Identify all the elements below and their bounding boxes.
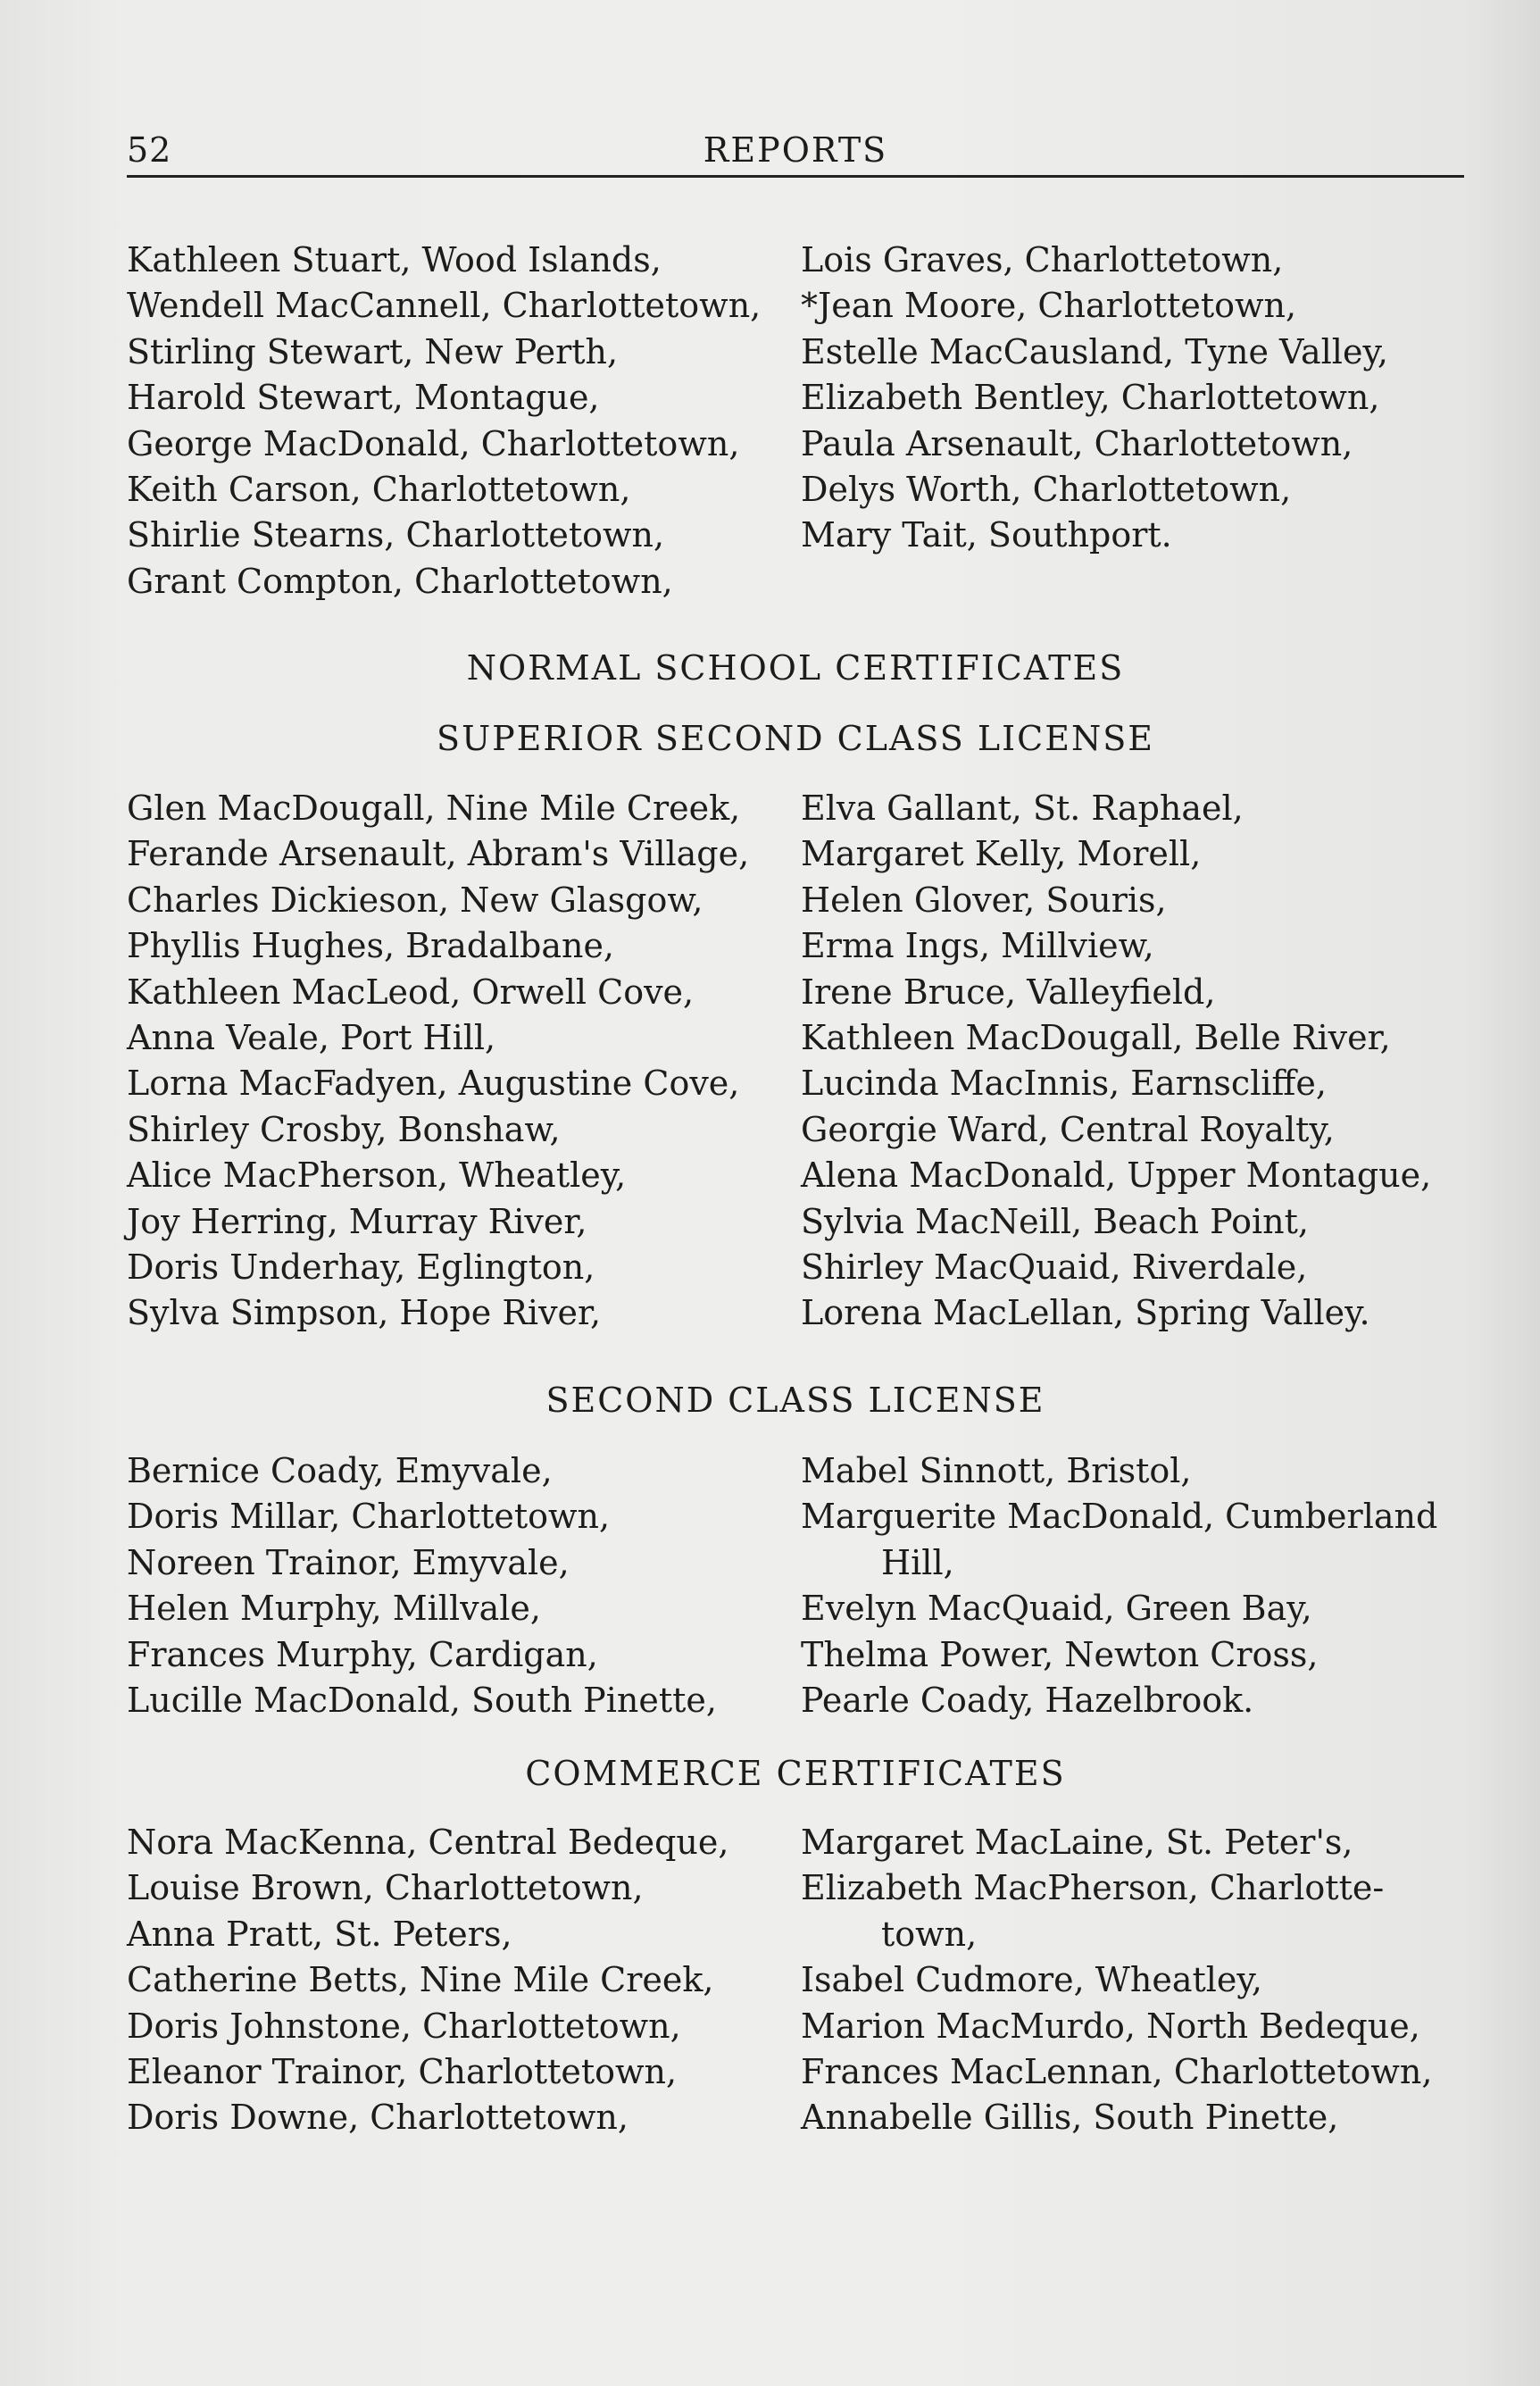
list-item: Marguerite MacDonald, Cumberland <box>801 1497 1438 1537</box>
list-item: Evelyn MacQuaid, Green Bay, <box>801 1589 1312 1629</box>
commerce-left-column <box>127 1820 801 2141</box>
list-item: Alena MacDonald, Upper Montague, <box>801 1155 1432 1196</box>
list-item: Marion MacMurdo, North Bedeque, <box>801 2006 1420 2046</box>
list-item: Erma Ings, Millview, <box>801 926 1154 966</box>
running-title: REPORTS <box>703 130 888 170</box>
list-item: Eleanor Trainor, Charlottetown, <box>127 2052 678 2092</box>
list-item: Paula Arsenault, Charlottetown, <box>801 423 1353 463</box>
list-item: Shirley Crosby, Bonshaw, <box>127 1109 561 1149</box>
second-class-left-column <box>127 1448 801 1723</box>
list-item: Mabel Sinnott, Bristol, <box>801 1451 1192 1490</box>
continued-list-right-column <box>801 238 1464 559</box>
list-item: Kathleen MacDougall, Belle River, <box>801 1018 1391 1058</box>
list-item: Doris Johnstone, Charlottetown, <box>127 2006 681 2046</box>
list-item: Isabel Cudmore, Wheatley, <box>801 1960 1262 2000</box>
list-item: Keith Carson, Charlottetown, <box>127 470 631 510</box>
list-item: Doris Downe, Charlottetown, <box>127 2098 628 2138</box>
list-item: Ferande Arsenault, Abram's Village, <box>127 834 750 874</box>
page-header <box>127 125 1464 182</box>
list-item: Stirling Stewart, New Perth, <box>127 331 619 371</box>
list-item: Georgie Ward, Central Royalty, <box>801 1109 1335 1149</box>
list-item: Elizabeth MacPherson, Charlotte- <box>801 1868 1385 1908</box>
list-item: Shirley MacQuaid, Riverdale, <box>801 1247 1308 1288</box>
page-number: 52 <box>127 130 172 170</box>
list-item: Mary Tait, Southport. <box>801 515 1172 555</box>
list-item: Louise Brown, Charlottetown, <box>127 1868 644 1908</box>
list-item: Frances Murphy, Cardigan, <box>127 1634 598 1674</box>
list-item: George MacDonald, Charlottetown, <box>127 423 740 463</box>
list-item: Kathleen Stuart, Wood Islands, <box>127 240 662 279</box>
list-item: Estelle MacCausland, Tyne Valley, <box>801 331 1388 371</box>
list-item: Glen MacDougall, Nine Mile Creek, <box>127 788 741 828</box>
list-item: Lorena MacLellan, Spring Valley. <box>801 1293 1370 1333</box>
list-item: Phyllis Hughes, Bradalbane, <box>127 926 615 966</box>
list-item: Pearle Coady, Hazelbrook. <box>801 1681 1254 1721</box>
second-class-heading: SECOND CLASS LICENSE <box>545 1381 1045 1420</box>
list-item: Lucille MacDonald, South Pinette, <box>127 1681 717 1721</box>
list-item: Helen Murphy, Millvale, <box>127 1589 541 1629</box>
list-item: Bernice Coady, Emyvale, <box>127 1451 553 1490</box>
commerce-section <box>127 1750 1464 1797</box>
list-item: *Jean Moore, Charlottetown, <box>801 286 1297 326</box>
list-item: Doris Underhay, Eglington, <box>127 1247 595 1288</box>
list-item: Elizabeth Bentley, Charlottetown, <box>801 378 1380 418</box>
list-item: Grant Compton, Charlottetown, <box>127 561 673 601</box>
list-item: Noreen Trainor, Emyvale, <box>127 1542 570 1582</box>
normal-school-heading: NORMAL SCHOOL CERTIFICATES <box>466 648 1125 688</box>
superior-second-class-section <box>127 715 1464 762</box>
superior-second-class-right-column <box>801 786 1464 1337</box>
second-class-section <box>127 1377 1464 1423</box>
list-item: Doris Millar, Charlottetown, <box>127 1497 611 1537</box>
list-item: Frances MacLennan, Charlottetown, <box>801 2052 1433 2092</box>
commerce-right-column <box>801 1820 1464 2141</box>
list-item: Helen Glover, Souris, <box>801 880 1167 920</box>
list-item-continuation: Hill, <box>881 1542 954 1582</box>
list-item: Lorna MacFadyen, Augustine Cove, <box>127 1064 740 1104</box>
list-item: Delys Worth, Charlottetown, <box>801 470 1292 510</box>
list-item: Charles Dickieson, New Glasgow, <box>127 880 703 920</box>
list-item: Thelma Power, Newton Cross, <box>801 1634 1319 1674</box>
list-item: Catherine Betts, Nine Mile Creek, <box>127 1960 714 2000</box>
list-item: Lois Graves, Charlottetown, <box>801 240 1284 279</box>
list-item: Harold Stewart, Montague, <box>127 378 600 418</box>
superior-second-class-heading: SUPERIOR SECOND CLASS LICENSE <box>437 719 1154 758</box>
list-item: Margaret Kelly, Morell, <box>801 834 1202 874</box>
list-item: Sylvia MacNeill, Beach Point, <box>801 1201 1309 1241</box>
list-item: Elva Gallant, St. Raphael, <box>801 788 1244 828</box>
header-rule <box>127 175 1464 178</box>
list-item: Joy Herring, Murray River, <box>127 1201 587 1241</box>
list-item: Sylva Simpson, Hope River, <box>127 1293 602 1333</box>
list-item: Nora MacKenna, Central Bedeque, <box>127 1823 729 1862</box>
list-item: Irene Bruce, Valleyfield, <box>801 972 1216 1012</box>
list-item: Kathleen MacLeod, Orwell Cove, <box>127 972 695 1012</box>
superior-second-class-left-column <box>127 786 801 1337</box>
commerce-heading: COMMERCE CERTIFICATES <box>525 1754 1066 1793</box>
second-class-right-column <box>801 1448 1464 1723</box>
list-item: Margaret MacLaine, St. Peter's, <box>801 1823 1353 1862</box>
continued-list-left-column <box>127 238 801 605</box>
list-item: Anna Pratt, St. Peters, <box>127 1914 512 1954</box>
list-item: Anna Veale, Port Hill, <box>127 1018 496 1058</box>
list-item: Shirlie Stearns, Charlottetown, <box>127 515 665 555</box>
normal-school-section <box>127 645 1464 691</box>
list-item: Wendell MacCannell, Charlottetown, <box>127 286 762 326</box>
list-item-continuation: town, <box>881 1914 978 1954</box>
list-item: Alice MacPherson, Wheatley, <box>127 1155 627 1196</box>
list-item: Annabelle Gillis, South Pinette, <box>801 2098 1339 2138</box>
list-item: Lucinda MacInnis, Earnscliffe, <box>801 1064 1327 1104</box>
